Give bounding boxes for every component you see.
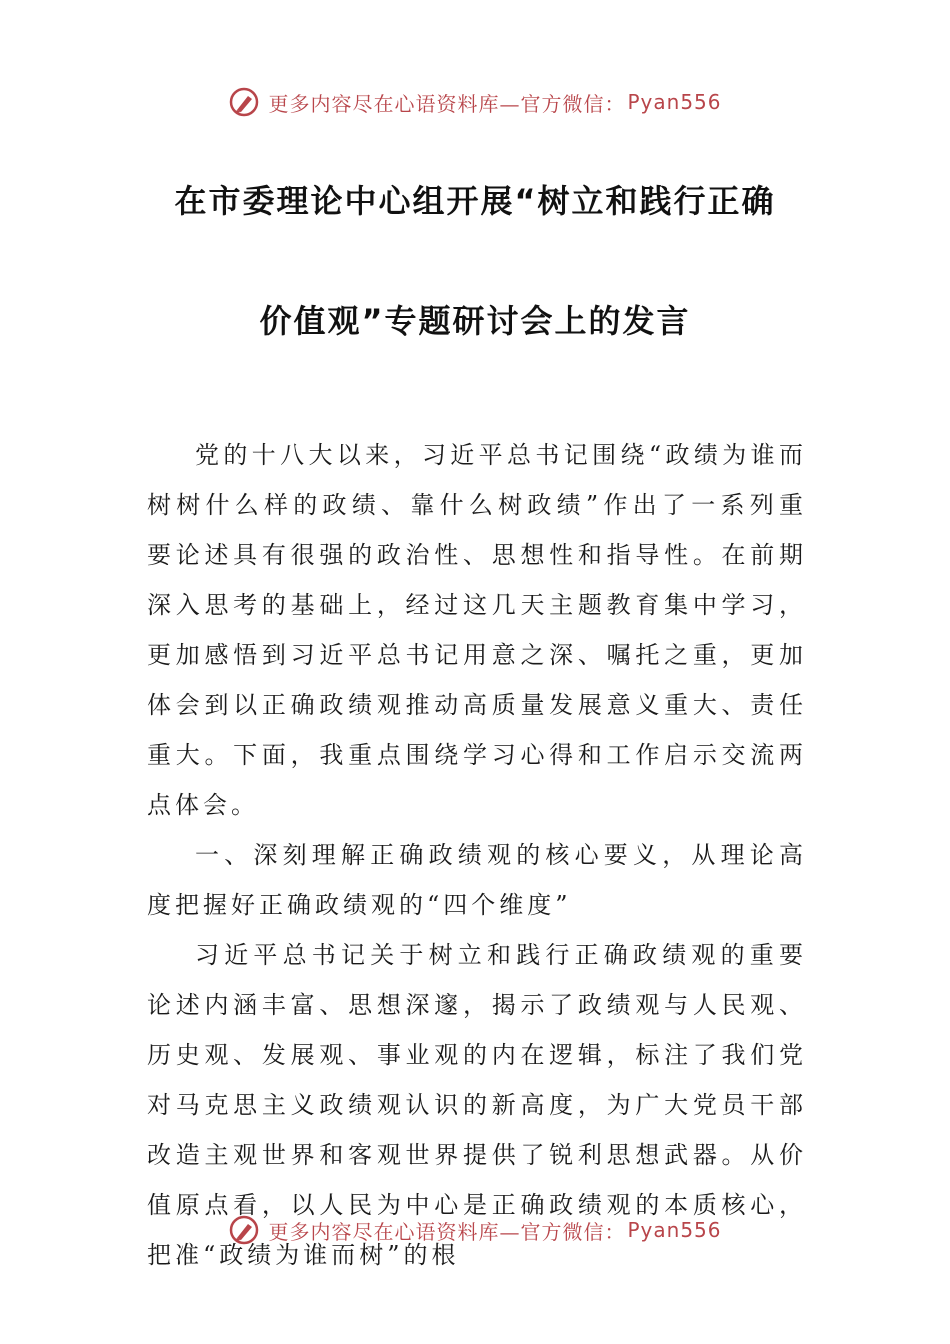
watermark-wechat-id: Pyan556 xyxy=(627,1218,722,1242)
watermark-banner-bottom xyxy=(0,1210,950,1250)
watermark-text: 更多内容尽在心语资料库—官方微信： xyxy=(268,1219,626,1244)
section-heading: 一、深刻理解正确政绩观的核心要义，从理论高度把握好正确政绩观的“四个维度” xyxy=(147,841,807,919)
watermark-text: 更多内容尽在心语资料库—官方微信： xyxy=(268,91,626,116)
document-body xyxy=(147,430,807,1280)
body-paragraph: 习近平总书记关于树立和践行正确政绩观的重要论述内涵丰富、思想深邃，揭示了政绩观与人民观、历史观、发展观、事业观的内在逻辑，标注了我们党对马克思主义政绩观认识的新高度，为广大党员干部改造主观世界和客观世界提供了锐利思想武器。从价值原点看，以人民为中心是正确政绩观的本质核心，把准“政绩为谁而树”的根 xyxy=(147,941,807,1269)
pen-nib-circle-icon xyxy=(228,86,260,118)
pen-nib-circle-icon xyxy=(228,1214,260,1246)
body-paragraph: 党的十八大以来，习近平总书记围绕“政绩为谁而树树什么样的政绩、靠什么树政绩”作出了一系列重要论述具有很强的政治性、思想性和指导性。在前期深入思考的基础上，经过这几天主题教育集中学习，更加感悟到习近平总书记用意之深、嘱托之重，更加体会到以正确政绩观推动高质量发展意义重大、责任重大。下面，我重点围绕学习心得和工作启示交流两点体会。 xyxy=(147,441,807,819)
document-title-line-1: 在市委理论中心组开展“树立和践行正确 xyxy=(174,182,776,220)
watermark-wechat-id: Pyan556 xyxy=(627,90,722,114)
watermark-banner-top xyxy=(0,82,950,122)
document-title-line-2: 价值观”专题研讨会上的发言 xyxy=(259,302,691,340)
